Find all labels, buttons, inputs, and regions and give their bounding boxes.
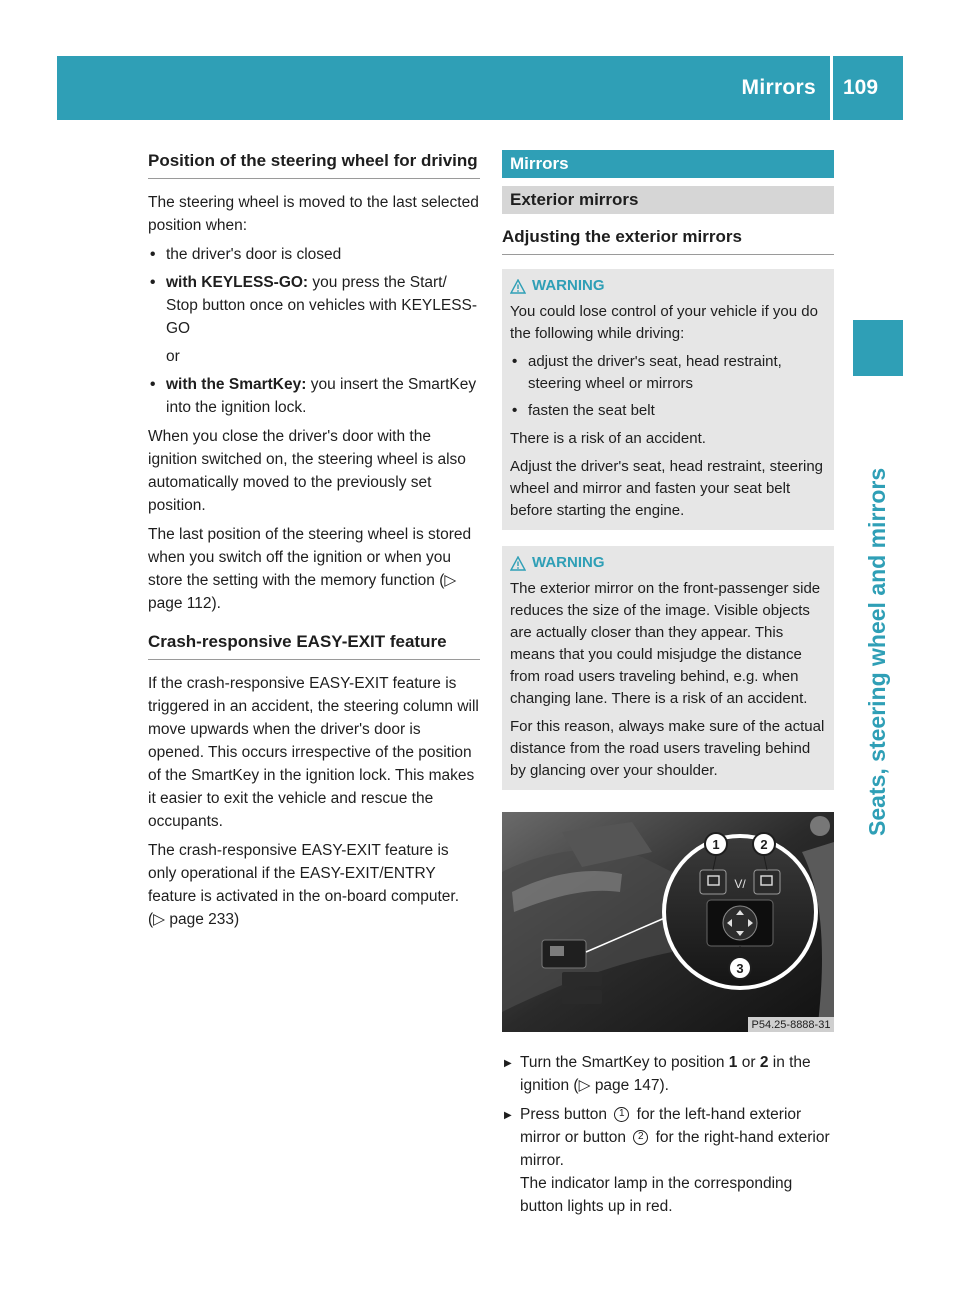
instruction-steps bbox=[502, 1051, 834, 1218]
step-1-text-a: Turn the SmartKey to position bbox=[520, 1054, 729, 1071]
chapter-tab-marker bbox=[853, 320, 903, 376]
section-title: Mirrors bbox=[741, 76, 816, 99]
left-column bbox=[148, 150, 480, 937]
heading-steering-position: Position of the steering wheel for driving bbox=[148, 150, 480, 179]
warning-title-1: WARNING bbox=[532, 277, 605, 294]
bullet-keyless-go bbox=[148, 271, 480, 340]
warning-box-2 bbox=[502, 546, 834, 790]
warning-title-2: WARNING bbox=[532, 554, 605, 571]
bullet-keyless-go-text: you press the Start/ Stop button once on vehicles with KEYLESS-GO bbox=[166, 274, 478, 337]
step-2-result: The indicator lamp in the corresponding button lights up in red. bbox=[520, 1175, 793, 1215]
warning-icon bbox=[510, 556, 526, 571]
svg-text:V/: V/ bbox=[734, 877, 746, 891]
chapter-label-text: Seats, steering wheel and mirrors bbox=[864, 467, 890, 836]
warning-1-text-3: Adjust the driver's seat, head restraint, steering wheel and mirror and fasten your seat belt before starting the engine. bbox=[510, 458, 824, 519]
step-2-text-a: Press button bbox=[520, 1106, 612, 1123]
callout-ref-1: 1 bbox=[614, 1107, 629, 1122]
step-1-pos-1: 1 bbox=[728, 1054, 738, 1071]
bullet-smartkey-text: you insert the SmartKey into the ignition lock. bbox=[166, 376, 477, 416]
step-1-text-b: or bbox=[737, 1054, 760, 1071]
bullet-smartkey bbox=[148, 373, 480, 419]
bullet-list-conditions bbox=[148, 243, 480, 419]
step-2-text-b: for the left-hand exterior mirror or button bbox=[520, 1106, 802, 1146]
warning-header-1 bbox=[510, 275, 826, 297]
step-1-text-c: in the ignition (▷ page 147). bbox=[520, 1054, 811, 1094]
photo-code: P54.25-8888-31 bbox=[751, 1019, 831, 1031]
banner-exterior-mirrors: Exterior mirrors bbox=[502, 186, 834, 214]
step-press-button bbox=[502, 1103, 834, 1218]
warning-1-bullet-2: • fasten the seat belt bbox=[510, 400, 826, 422]
mirror-controls-photo bbox=[502, 812, 834, 1032]
warning-icon bbox=[510, 279, 526, 294]
step-turn-smartkey bbox=[502, 1051, 834, 1097]
banner-mirrors: Mirrors bbox=[502, 150, 834, 178]
warning-1-text-1: You could lose control of your vehicle if you do the following while driving: bbox=[510, 303, 818, 342]
paragraph-intro: The steering wheel is moved to the last selected position when: bbox=[148, 194, 479, 234]
warning-header-2 bbox=[510, 552, 826, 574]
warning-1-bullets bbox=[510, 351, 826, 422]
step-2-text-c: for the right-hand exterior mirror. bbox=[520, 1129, 830, 1169]
paragraph-easy-exit-2: The crash-responsive EASY-EXIT feature is only operational if the EASY-EXIT/ENTRY feature is activated in the on-board computer. (▷ page 233) bbox=[148, 842, 460, 928]
warning-1-bullet-1: • adjust the driver's seat, head restraint, steering wheel or mirrors bbox=[510, 351, 826, 395]
bullet-door-closed: • the driver's door is closed bbox=[148, 243, 480, 266]
bullet-keyless-go-label: with KEYLESS-GO: bbox=[166, 274, 309, 291]
warning-box-1 bbox=[502, 269, 834, 530]
warning-1-text-2: There is a risk of an accident. bbox=[510, 430, 706, 447]
heading-easy-exit: Crash-responsive EASY-EXIT feature bbox=[148, 631, 480, 660]
callout-2: 2 bbox=[760, 837, 768, 852]
paragraph-easy-exit-1: If the crash-responsive EASY-EXIT feature is triggered in an accident, the steering column will move upwards when the driver's door is opened. This occurs irrespective of the position of the SmartKey in the ignition lock. This makes it easier to exit the vehicle and rescue the occupants. bbox=[148, 675, 479, 830]
right-column bbox=[502, 150, 834, 1224]
paragraph-memory: The last position of the steering wheel is stored when you switch off the ignition or when you store the setting with the memory function (▷ page 112). bbox=[148, 526, 472, 612]
page-number: 109 bbox=[843, 76, 879, 99]
bullet-or: or bbox=[166, 348, 180, 365]
callout-3: 3 bbox=[736, 961, 744, 976]
bullet-smartkey-label: with the SmartKey: bbox=[166, 376, 307, 393]
heading-adjusting-mirrors: Adjusting the exterior mirrors bbox=[502, 214, 834, 255]
callout-1: 1 bbox=[712, 837, 720, 852]
chapter-side-label bbox=[853, 376, 903, 836]
callout-ref-2: 2 bbox=[633, 1130, 648, 1145]
paragraph-auto-move: When you close the driver's door with the ignition switched on, the steering wheel is also automatically moved to the previously set position. bbox=[148, 428, 466, 514]
warning-2-text-2: For this reason, always make sure of the actual distance from the road users traveling behind by glancing over your shoulder. bbox=[510, 718, 825, 779]
warning-2-text-1: The exterior mirror on the front-passenger side reduces the size of the image. Visible objects are actually closer than they appear. This means that you could misjudge the distance from road users traveling behind, e.g. when changing lane. There is a risk of an accident. bbox=[510, 580, 821, 707]
step-1-pos-2: 2 bbox=[759, 1054, 769, 1071]
